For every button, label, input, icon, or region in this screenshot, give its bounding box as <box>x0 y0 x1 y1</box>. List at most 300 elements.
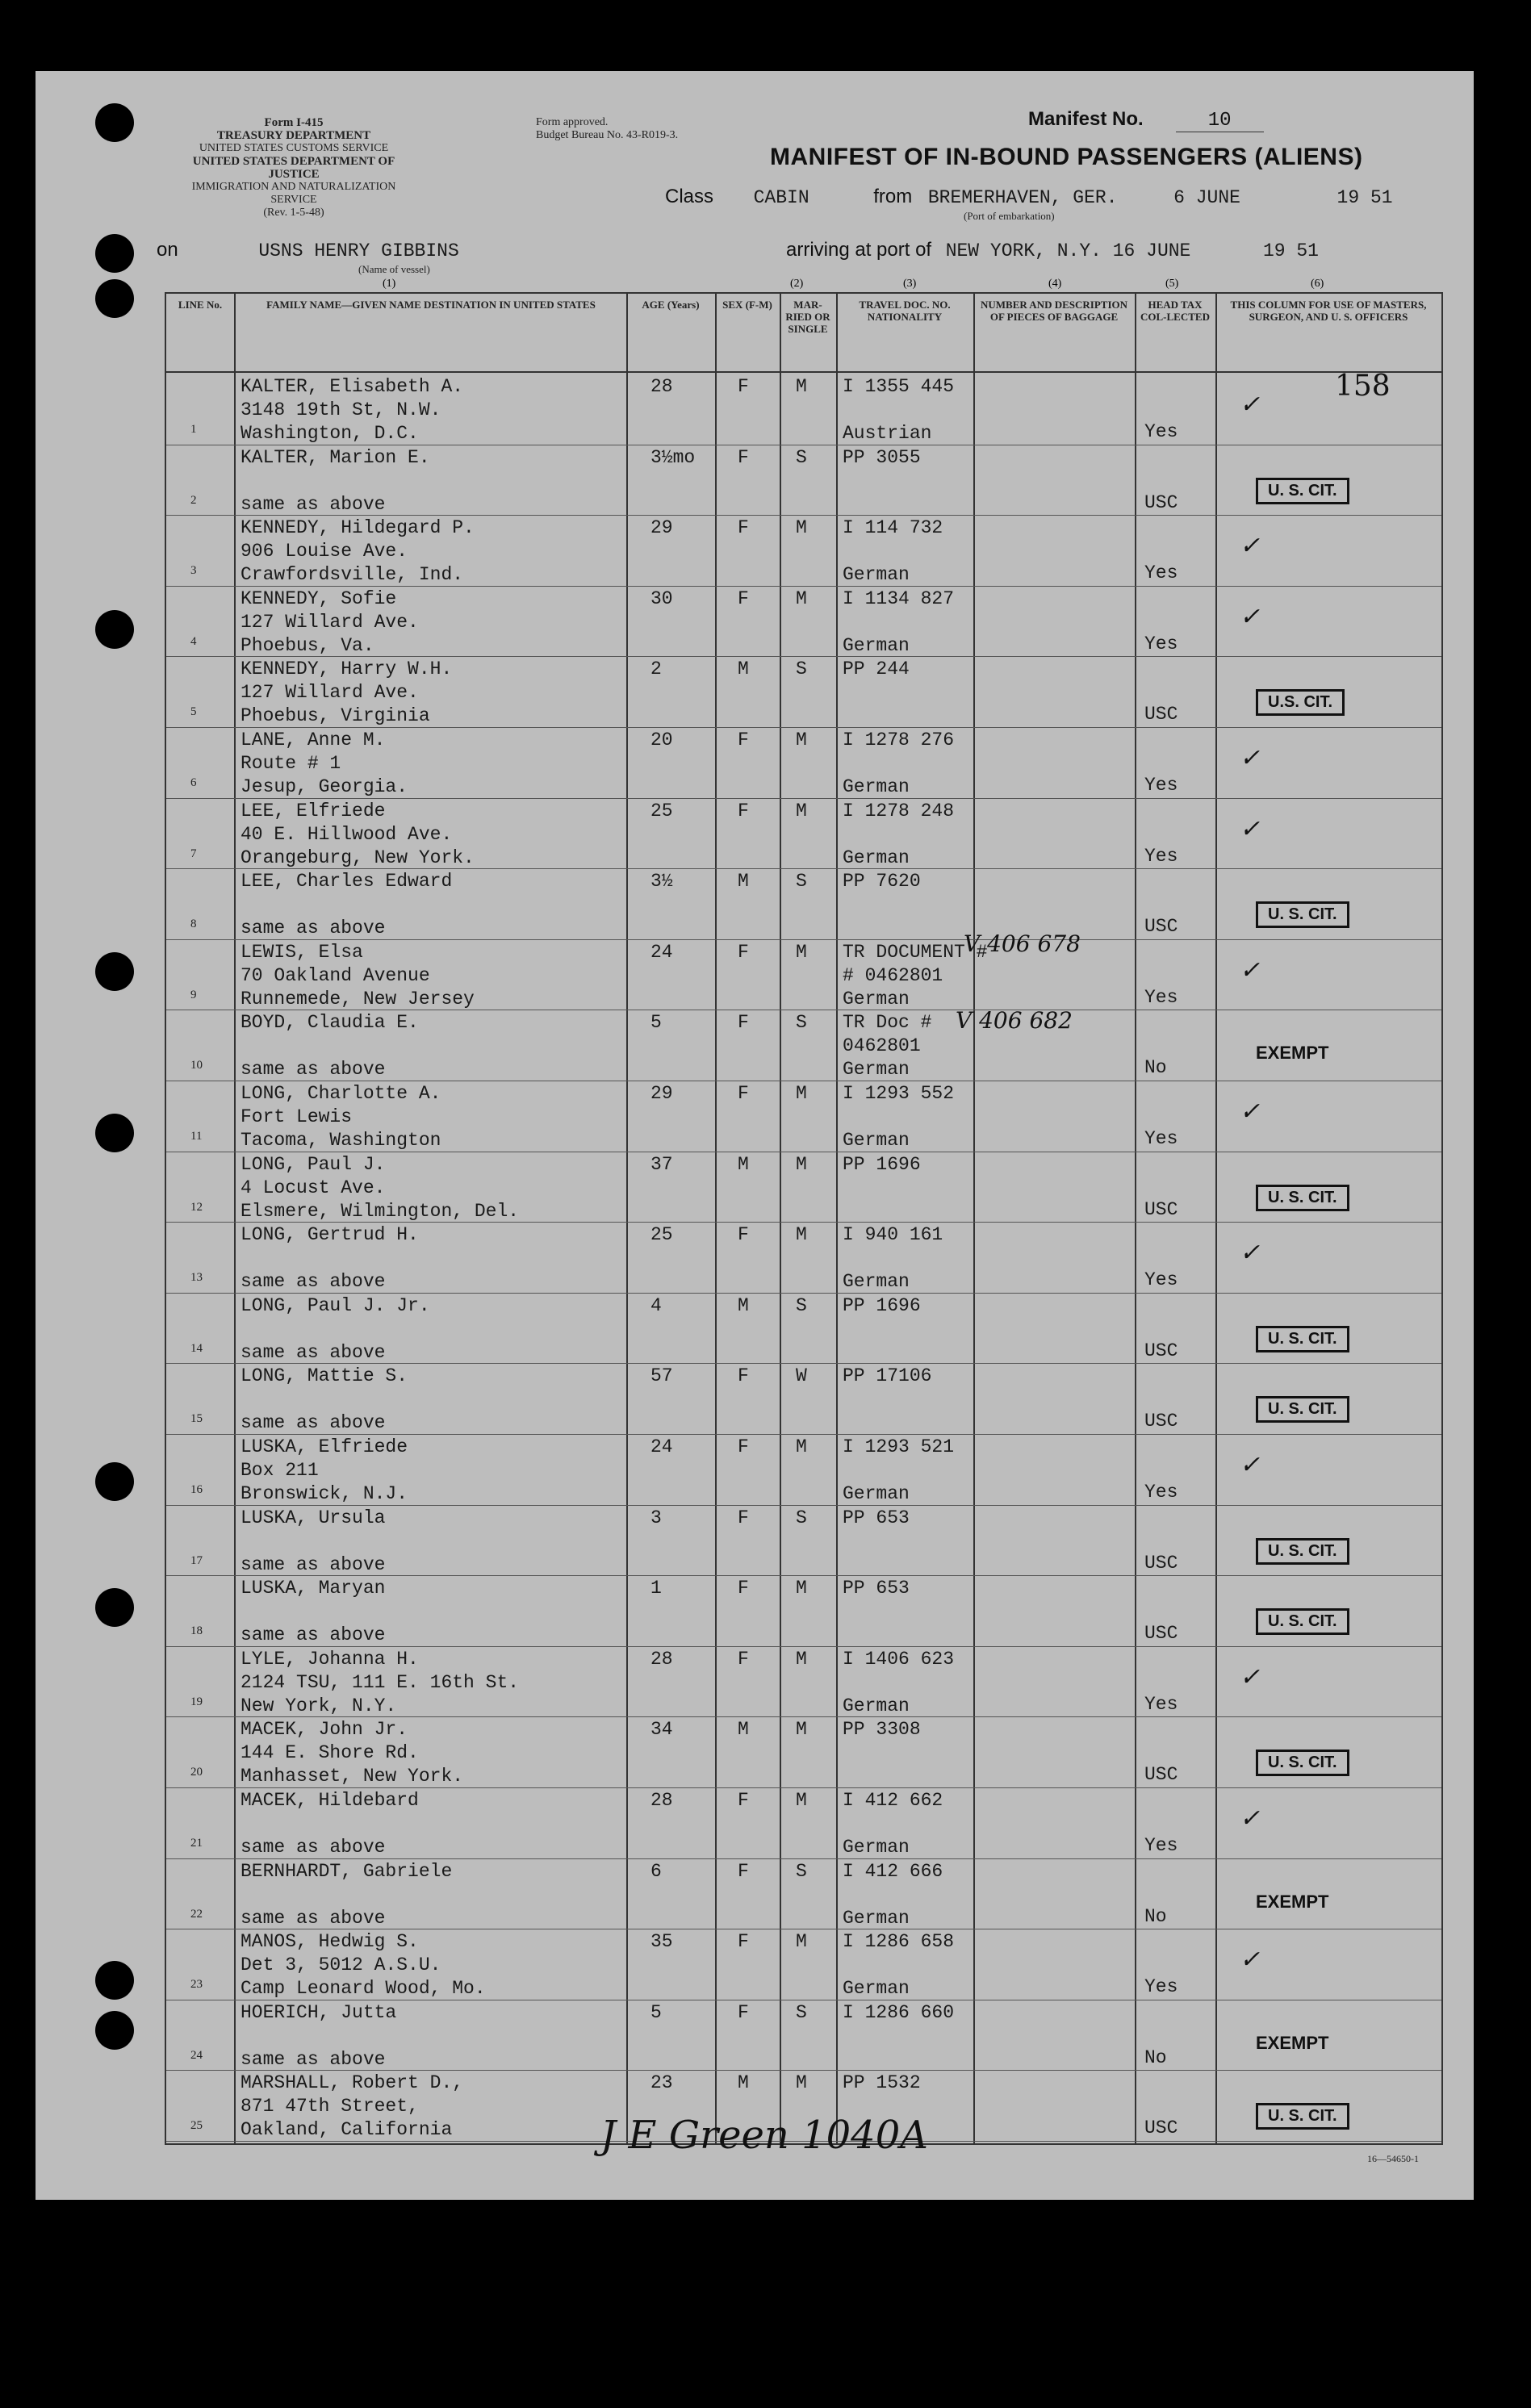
age-cell: 28 <box>650 1648 673 1670</box>
manifest-sheet <box>36 71 1474 2200</box>
head-tax-cell: Yes <box>1144 1835 1178 1856</box>
marital-cell: M <box>796 730 807 750</box>
manifest-number <box>1028 108 1264 132</box>
age-cell: 4 <box>650 1294 662 1316</box>
travel-doc-line: PP 653 <box>843 1578 910 1599</box>
col-line-no: LINE No. <box>178 299 223 311</box>
table-row <box>166 657 1441 728</box>
arriving-label: arriving at port of <box>786 239 932 261</box>
passenger-name-line: 127 Willard Ave. <box>241 611 419 633</box>
travel-doc-line: German <box>843 988 910 1010</box>
passenger-name-line: Box 211 <box>241 1460 319 1481</box>
passenger-name-line: LONG, Charlotte A. <box>241 1083 441 1104</box>
travel-doc-line: I 1134 827 <box>843 587 955 609</box>
passenger-name-line: same as above <box>241 918 386 939</box>
travel-doc-line: PP 1696 <box>843 1294 921 1316</box>
age-cell: 29 <box>650 517 673 539</box>
approved-line: Form approved. <box>536 116 609 128</box>
travel-doc-line: German <box>843 1978 910 2000</box>
line-number: 23 <box>190 1978 203 1992</box>
age-cell: 20 <box>650 730 673 750</box>
travel-doc-line: I 1286 660 <box>843 2001 955 2023</box>
passenger-name-line: LUSKA, Ursula <box>241 1507 386 1528</box>
marital-cell: S <box>796 658 807 680</box>
travel-doc-line: I 1278 248 <box>843 800 955 821</box>
marital-cell: M <box>796 2072 807 2094</box>
embark-port: BREMERHAVEN, GER. <box>927 187 1118 208</box>
manifest-label: Manifest No. <box>1028 108 1144 130</box>
travel-doc-line: I 1293 521 <box>843 1436 955 1457</box>
marital-cell: M <box>796 1083 807 1104</box>
class-line <box>665 186 1393 208</box>
head-tax-cell: USC <box>1144 491 1178 513</box>
travel-doc-line: PP 1696 <box>843 1153 921 1175</box>
citizen-stamp: U. S. CIT. <box>1256 2103 1349 2130</box>
table-row <box>166 869 1441 940</box>
exempt-stamp: EXEMPT <box>1256 2032 1329 2053</box>
table-row <box>166 1152 1441 1223</box>
citizen-stamp: U.S. CIT. <box>1256 689 1345 716</box>
marital-cell: S <box>796 1294 807 1316</box>
punch-hole <box>95 234 134 273</box>
col-age: AGE (Years) <box>642 299 700 311</box>
passenger-name-line: LONG, Paul J. <box>241 1153 386 1175</box>
passenger-name-line: Route # 1 <box>241 753 341 774</box>
passenger-name-line: same as above <box>241 1271 386 1293</box>
sex-cell: F <box>738 2001 749 2023</box>
col-number-6: (6) <box>1311 278 1324 290</box>
age-cell: 3 <box>650 1507 662 1528</box>
passenger-name-line: LUSKA, Maryan <box>241 1578 386 1599</box>
sex-cell: M <box>738 1153 749 1175</box>
travel-doc-line: German <box>843 1483 910 1504</box>
passenger-name-line: Fort Lewis <box>241 1106 353 1127</box>
table-row <box>166 1506 1441 1577</box>
sex-cell: F <box>738 1578 749 1599</box>
line-number: 16 <box>190 1483 203 1496</box>
head-tax-cell: Yes <box>1144 1128 1178 1149</box>
travel-doc-line: I 1286 658 <box>843 1931 955 1953</box>
travel-doc-line: German <box>843 1271 910 1293</box>
sex-cell: F <box>738 800 749 821</box>
sex-cell: F <box>738 587 749 609</box>
travel-doc-line: German <box>843 564 910 586</box>
marital-cell: M <box>796 1648 807 1670</box>
line-number: 8 <box>190 918 197 931</box>
page-title: MANIFEST OF IN-BOUND PASSENGERS (ALIENS) <box>770 144 1363 170</box>
treasury-dept: TREASURY DEPARTMENT <box>216 129 371 142</box>
marital-cell: S <box>796 1860 807 1882</box>
passenger-name-line: Oakland, California <box>241 2119 453 2141</box>
table-row <box>166 1364 1441 1435</box>
travel-doc-line: PP 3308 <box>843 1719 921 1741</box>
head-tax-cell: No <box>1144 2046 1167 2068</box>
passenger-name-line: LONG, Paul J. Jr. <box>241 1294 430 1316</box>
head-tax-cell: USC <box>1144 1198 1178 1220</box>
passenger-name-line: KALTER, Marion E. <box>241 446 430 468</box>
table-row <box>166 1576 1441 1647</box>
passenger-name-line: LANE, Anne M. <box>241 730 386 750</box>
passenger-name-line: LONG, Mattie S. <box>241 1365 408 1387</box>
marital-cell: M <box>796 800 807 821</box>
head-tax-cell: Yes <box>1144 633 1178 654</box>
marital-cell: M <box>796 1578 807 1599</box>
sex-cell: M <box>738 1294 749 1316</box>
check-mark-icon: ✓ <box>1240 391 1261 419</box>
travel-doc-line: German <box>843 634 910 656</box>
table-row <box>166 1788 1441 1859</box>
sex-cell: F <box>738 1860 749 1882</box>
age-cell: 28 <box>650 376 673 397</box>
line-number: 13 <box>190 1271 203 1285</box>
check-mark-icon: ✓ <box>1240 602 1261 631</box>
passenger-name-line: KENNEDY, Hildegard P. <box>241 517 475 539</box>
travel-doc-line: I 1406 623 <box>843 1648 955 1670</box>
passenger-name-line: Washington, D.C. <box>241 423 419 444</box>
line-number: 6 <box>190 776 197 789</box>
table-row <box>166 1294 1441 1365</box>
passenger-name-line: MACEK, Hildebard <box>241 1790 419 1811</box>
passenger-name-line: 871 47th Street, <box>241 2096 419 2117</box>
header-divider <box>166 371 1441 373</box>
travel-doc-line: German <box>843 1059 910 1081</box>
marital-cell: S <box>796 446 807 468</box>
table-row <box>166 1717 1441 1788</box>
line-number: 4 <box>190 634 197 648</box>
sex-cell: F <box>738 376 749 397</box>
passenger-name-line: LUSKA, Elfriede <box>241 1436 408 1457</box>
passenger-name-line: KALTER, Elisabeth A. <box>241 376 464 397</box>
passenger-name-line: same as above <box>241 1341 386 1363</box>
travel-doc-line: I 114 732 <box>843 517 943 539</box>
table-row <box>166 587 1441 658</box>
punch-hole <box>95 1462 134 1501</box>
age-cell: 1 <box>650 1578 662 1599</box>
line-number: 14 <box>190 1341 203 1355</box>
marital-cell: S <box>796 1012 807 1034</box>
passenger-name-line: New York, N.Y. <box>241 1695 397 1716</box>
travel-doc-line: PP 244 <box>843 658 910 680</box>
table-row <box>166 1647 1441 1718</box>
table-row <box>166 1859 1441 1930</box>
check-mark-icon: ✓ <box>1240 1451 1261 1479</box>
table-row <box>166 940 1441 1011</box>
head-tax-cell: USC <box>1144 1552 1178 1574</box>
col-baggage: NUMBER AND DESCRIPTION OF PIECES OF BAGGAGE <box>980 299 1128 323</box>
head-tax-cell: Yes <box>1144 1482 1178 1503</box>
passenger-name-line: 3148 19th St, N.W. <box>241 399 441 420</box>
age-cell: 5 <box>650 2001 662 2023</box>
travel-doc-line: PP 3055 <box>843 446 921 468</box>
check-mark-icon: ✓ <box>1240 1239 1261 1268</box>
col-number-2: (2) <box>790 278 804 290</box>
customs-service: UNITED STATES CUSTOMS SERVICE <box>199 142 389 154</box>
table-row <box>166 1223 1441 1294</box>
passenger-name-line: Runnemede, New Jersey <box>241 988 475 1010</box>
age-cell: 3½ <box>650 871 673 893</box>
punch-hole <box>95 1961 134 2000</box>
age-cell: 2 <box>650 658 662 680</box>
table-row <box>166 2000 1441 2071</box>
on-label: on <box>157 239 178 261</box>
passenger-name-line: Jesup, Georgia. <box>241 776 408 797</box>
passenger-name-line: 2124 TSU, 111 E. 16th St. <box>241 1671 520 1693</box>
passenger-name-line: Elsmere, Wilmington, Del. <box>241 1200 520 1222</box>
passenger-name-line: 144 E. Shore Rd. <box>241 1742 419 1764</box>
col-name: FAMILY NAME—GIVEN NAME DESTINATION IN UNITED STATES <box>266 299 596 311</box>
sex-cell: F <box>738 1224 749 1246</box>
travel-doc-line: German <box>843 1130 910 1151</box>
line-number: 9 <box>190 988 197 1001</box>
head-tax-cell: Yes <box>1144 421 1178 442</box>
class-label: Class <box>665 186 714 207</box>
passenger-name-line: HOERICH, Jutta <box>241 2001 397 2023</box>
marital-cell: M <box>796 1436 807 1457</box>
citizen-stamp: U. S. CIT. <box>1256 1608 1349 1635</box>
travel-doc-line: PP 653 <box>843 1507 910 1528</box>
passenger-name-line: Manhasset, New York. <box>241 1766 464 1787</box>
passenger-name-line: Phoebus, Virginia <box>241 705 430 727</box>
table-row <box>166 445 1441 516</box>
class-value: CABIN <box>753 187 809 208</box>
travel-doc-line: # 0462801 <box>843 964 943 986</box>
sex-cell: F <box>738 941 749 963</box>
check-mark-icon: ✓ <box>1240 955 1261 985</box>
check-mark-icon: ✓ <box>1240 744 1261 772</box>
vessel-caption: (Name of vessel) <box>358 263 430 275</box>
head-tax-cell: USC <box>1144 916 1178 938</box>
head-tax-cell: Yes <box>1144 1693 1178 1715</box>
head-tax-cell: USC <box>1144 1411 1178 1432</box>
col-sex: SEX (F-M) <box>722 299 772 311</box>
age-cell: 29 <box>650 1083 673 1104</box>
arrival-year: 19 51 <box>1262 240 1319 261</box>
passenger-name-line: 4 Locust Ave. <box>241 1177 386 1198</box>
age-cell: 57 <box>650 1365 673 1387</box>
travel-doc-line: 0462801 <box>843 1035 921 1057</box>
exempt-stamp: EXEMPT <box>1256 1891 1329 1912</box>
line-number: 5 <box>190 705 197 719</box>
table-row <box>166 1081 1441 1152</box>
embark-date: 6 JUNE <box>1173 187 1240 208</box>
head-tax-cell: No <box>1144 1057 1167 1079</box>
table-row <box>166 516 1441 587</box>
head-tax-cell: Yes <box>1144 845 1178 867</box>
sex-cell: M <box>738 1719 749 1741</box>
passenger-name-line: LEE, Elfriede <box>241 800 386 821</box>
footer-code: 16—54650-1 <box>1367 2153 1419 2164</box>
marital-cell: M <box>796 1931 807 1953</box>
marital-cell: M <box>796 1719 807 1741</box>
page-number: 158 <box>1335 370 1391 403</box>
sex-cell: M <box>738 658 749 680</box>
passenger-name-line: same as above <box>241 1907 386 1929</box>
travel-doc-line: I 1355 445 <box>843 376 955 397</box>
form-number: Form I-415 <box>264 116 324 129</box>
age-cell: 34 <box>650 1719 673 1741</box>
sex-cell: F <box>738 1436 749 1457</box>
col-tax: HEAD TAX COL-LECTED <box>1140 299 1210 323</box>
head-tax-cell: Yes <box>1144 986 1178 1008</box>
justice-dept: UNITED STATES DEPARTMENT OF JUSTICE <box>192 155 395 181</box>
age-cell: 30 <box>650 587 673 609</box>
budget-bureau: Budget Bureau No. 43-R019-3. <box>536 129 679 141</box>
head-tax-cell: USC <box>1144 704 1178 725</box>
baggage-note-10: V 406 682 <box>956 1007 1073 1034</box>
marital-cell: S <box>796 871 807 893</box>
sex-cell: M <box>738 2072 749 2094</box>
line-number: 17 <box>190 1553 203 1567</box>
passenger-name-line: Phoebus, Va. <box>241 634 374 656</box>
travel-doc-line: TR Doc # <box>843 1012 932 1034</box>
citizen-stamp: U. S. CIT. <box>1256 1538 1349 1565</box>
check-mark-icon: ✓ <box>1240 1946 1261 1975</box>
travel-doc-line: TR DOCUMENT # <box>843 941 988 963</box>
age-cell: 24 <box>650 941 673 963</box>
travel-doc-line: PP 17106 <box>843 1365 932 1387</box>
travel-doc-line: German <box>843 776 910 797</box>
passenger-name-line: same as above <box>241 1624 386 1646</box>
marital-cell: M <box>796 941 807 963</box>
col-number-4: (4) <box>1048 278 1062 290</box>
col-married: MAR-RIED OR SINGLE <box>785 299 830 335</box>
punch-hole <box>95 2011 134 2050</box>
head-tax-cell: USC <box>1144 1623 1178 1645</box>
table-row <box>166 374 1441 445</box>
passenger-name-line: 70 Oakland Avenue <box>241 964 430 986</box>
age-cell: 28 <box>650 1790 673 1811</box>
exempt-stamp: EXEMPT <box>1256 1043 1329 1064</box>
passenger-name-line: same as above <box>241 1553 386 1575</box>
passenger-name-line: LEE, Charles Edward <box>241 871 453 893</box>
head-tax-cell: USC <box>1144 2117 1178 2139</box>
punch-hole <box>95 1588 134 1627</box>
travel-doc-line: I 940 161 <box>843 1224 943 1246</box>
marital-cell: M <box>796 376 807 397</box>
passenger-name-line: MARSHALL, Robert D., <box>241 2072 464 2094</box>
marital-cell: M <box>796 1153 807 1175</box>
col-number-1: (1) <box>383 278 396 290</box>
sex-cell: F <box>738 1790 749 1811</box>
sex-cell: F <box>738 730 749 750</box>
travel-doc-line: PP 1532 <box>843 2072 921 2094</box>
travel-doc-line: I 1278 276 <box>843 730 955 750</box>
sex-cell: F <box>738 1083 749 1104</box>
table-row <box>166 728 1441 799</box>
check-mark-icon: ✓ <box>1240 1662 1261 1691</box>
travel-doc-line: German <box>843 1907 910 1929</box>
passenger-name-line: same as above <box>241 493 386 515</box>
passenger-name-line: BOYD, Claudia E. <box>241 1012 419 1034</box>
line-number: 20 <box>190 1766 203 1779</box>
head-tax-cell: Yes <box>1144 562 1178 584</box>
travel-doc-line: German <box>843 1695 910 1716</box>
citizen-stamp: U. S. CIT. <box>1256 1750 1349 1776</box>
age-cell: 25 <box>650 1224 673 1246</box>
head-tax-cell: No <box>1144 1905 1167 1927</box>
passenger-name-line: same as above <box>241 1412 386 1434</box>
punch-hole <box>95 103 134 142</box>
line-number: 21 <box>190 1837 203 1850</box>
line-number: 12 <box>190 1200 203 1214</box>
table-row <box>166 1435 1441 1506</box>
line-number: 1 <box>190 423 197 436</box>
head-tax-cell: USC <box>1144 1340 1178 1361</box>
age-cell: 3½mo <box>650 446 696 468</box>
table-row <box>166 799 1441 870</box>
line-number: 18 <box>190 1624 203 1638</box>
passenger-name-line: same as above <box>241 1837 386 1858</box>
sex-cell: F <box>738 1365 749 1387</box>
sex-cell: F <box>738 1648 749 1670</box>
from-label: from <box>873 186 913 207</box>
marital-cell: M <box>796 1224 807 1246</box>
arrival-line <box>786 239 1319 261</box>
marital-cell: S <box>796 2001 807 2023</box>
marital-cell: M <box>796 517 807 539</box>
sex-cell: F <box>738 1507 749 1528</box>
col-number-3: (3) <box>903 278 917 290</box>
citizen-stamp: U. S. CIT. <box>1256 901 1349 928</box>
sex-cell: F <box>738 517 749 539</box>
embark-year: 19 51 <box>1336 187 1393 208</box>
sex-cell: F <box>738 446 749 468</box>
sex-cell: F <box>738 1012 749 1034</box>
head-tax-cell: Yes <box>1144 1269 1178 1291</box>
baggage-note-9: V 406 678 <box>964 930 1081 957</box>
line-number: 7 <box>190 847 197 860</box>
passenger-name-line: 127 Willard Ave. <box>241 682 419 704</box>
citizen-stamp: U. S. CIT. <box>1256 1396 1349 1423</box>
passenger-name-line: same as above <box>241 2048 386 2070</box>
revision: (Rev. 1-5-48) <box>263 207 324 219</box>
age-cell: 37 <box>650 1153 673 1175</box>
marital-cell: M <box>796 1790 807 1811</box>
age-cell: 25 <box>650 800 673 821</box>
passenger-name-line: LEWIS, Elsa <box>241 941 363 963</box>
line-number: 11 <box>190 1130 203 1143</box>
arrival-port: NEW YORK, N.Y. 16 JUNE <box>945 240 1191 261</box>
passenger-name-line: Orangeburg, New York. <box>241 847 475 868</box>
line-number: 24 <box>190 2048 203 2062</box>
check-mark-icon: ✓ <box>1240 1804 1261 1833</box>
col-officers: THIS COLUMN FOR USE OF MASTERS, SURGEON, AND U. S. OFFICERS <box>1230 299 1427 323</box>
vessel-line <box>157 239 459 261</box>
manifest-value: 10 <box>1176 110 1264 132</box>
age-cell: 6 <box>650 1860 662 1882</box>
travel-doc-line: I 412 662 <box>843 1790 943 1811</box>
travel-doc-line: Austrian <box>843 423 932 444</box>
head-tax-cell: Yes <box>1144 1976 1178 1998</box>
marital-cell: S <box>796 1507 807 1528</box>
inspector-signature: J E Green 1040A <box>600 2113 928 2158</box>
citizen-stamp: U. S. CIT. <box>1256 1185 1349 1211</box>
sex-cell: M <box>738 871 749 893</box>
passenger-name-line: BERNHARDT, Gabriele <box>241 1860 453 1882</box>
passenger-name-line: Bronswick, N.J. <box>241 1483 408 1504</box>
passenger-name-line: Tacoma, Washington <box>241 1130 441 1151</box>
sex-cell: F <box>738 1931 749 1953</box>
marital-cell: W <box>796 1365 807 1387</box>
punch-hole <box>95 610 134 649</box>
travel-doc-line: I 412 666 <box>843 1860 943 1882</box>
line-number: 3 <box>190 564 197 578</box>
form-approved <box>536 116 678 142</box>
embark-caption: (Port of embarkation) <box>964 210 1055 222</box>
punch-hole <box>95 1114 134 1152</box>
passenger-name-line: KENNEDY, Sofie <box>241 587 397 609</box>
line-number: 25 <box>190 2119 203 2133</box>
